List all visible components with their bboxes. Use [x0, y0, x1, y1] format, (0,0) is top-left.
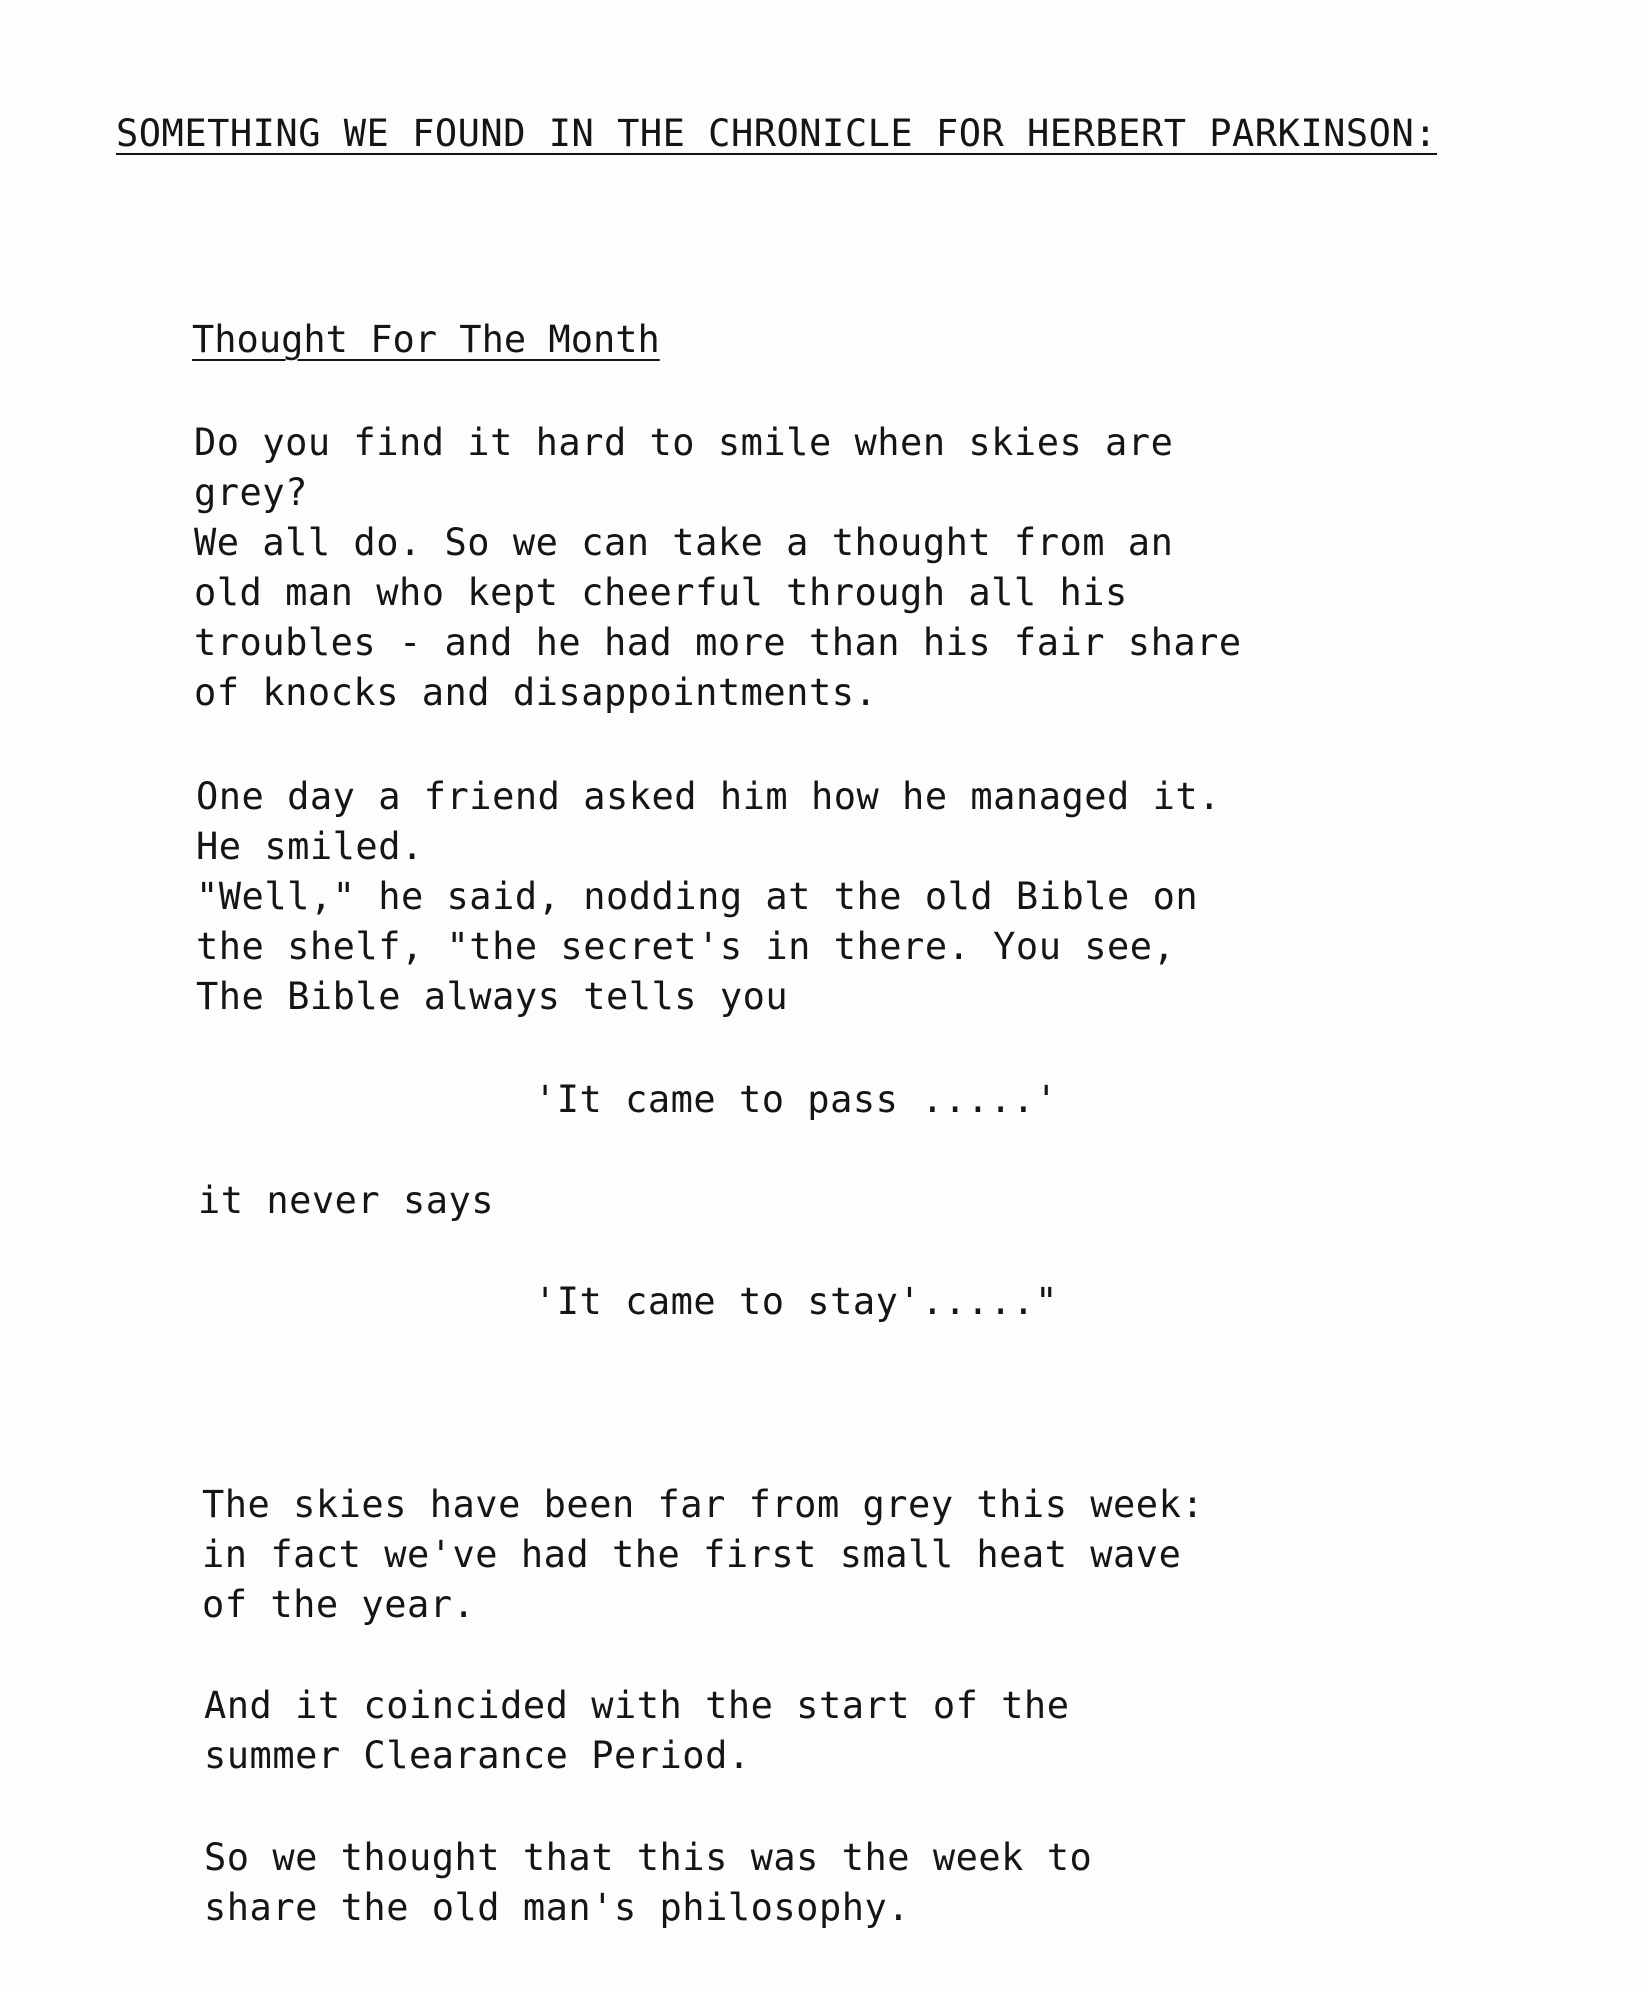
document-heading: SOMETHING WE FOUND IN THE CHRONICLE FOR HERBERT PARKINSON: [116, 112, 1438, 155]
paragraph-3: it never says [198, 1179, 495, 1222]
text-line: The Bible always tells you [196, 975, 789, 1018]
text-line: He smiled. [196, 825, 424, 868]
quote-came-to-pass: 'It came to pass .....' [534, 1078, 1058, 1121]
text-line: summer Clearance Period. [204, 1734, 751, 1777]
text-line: The skies have been far from grey this week: [202, 1483, 1205, 1526]
text-line: in fact we've had the first small heat wave [202, 1533, 1182, 1576]
paragraph-6 [204, 1833, 1092, 1933]
text-line: share the old man's philosophy. [204, 1886, 911, 1929]
text-line: grey? [194, 471, 308, 514]
text-line: the shelf, "the secret's in there. You see, [196, 925, 1176, 968]
paragraph-5 [204, 1681, 1069, 1781]
section-title: Thought For The Month [192, 318, 660, 361]
text-line: old man who kept cheerful through all his [194, 571, 1128, 614]
text-line: So we thought that this was the week to [204, 1836, 1093, 1879]
quote-came-to-stay: 'It came to stay'....." [534, 1280, 1058, 1323]
text-line: And it coincided with the start of the [204, 1684, 1070, 1727]
text-line: of knocks and disappointments. [194, 671, 878, 714]
text-line: of the year. [202, 1583, 476, 1626]
paragraph-4 [202, 1480, 1204, 1630]
paragraph-1 [194, 418, 1242, 718]
text-line: troubles - and he had more than his fair share [194, 621, 1242, 664]
paragraph-2 [196, 772, 1221, 1022]
text-line: One day a friend asked him how he managed it. [196, 775, 1221, 818]
text-line: Do you find it hard to smile when skies are [194, 421, 1174, 464]
text-line: We all do. So we can take a thought from an [194, 521, 1174, 564]
text-line: "Well," he said, nodding at the old Bible on [196, 875, 1199, 918]
